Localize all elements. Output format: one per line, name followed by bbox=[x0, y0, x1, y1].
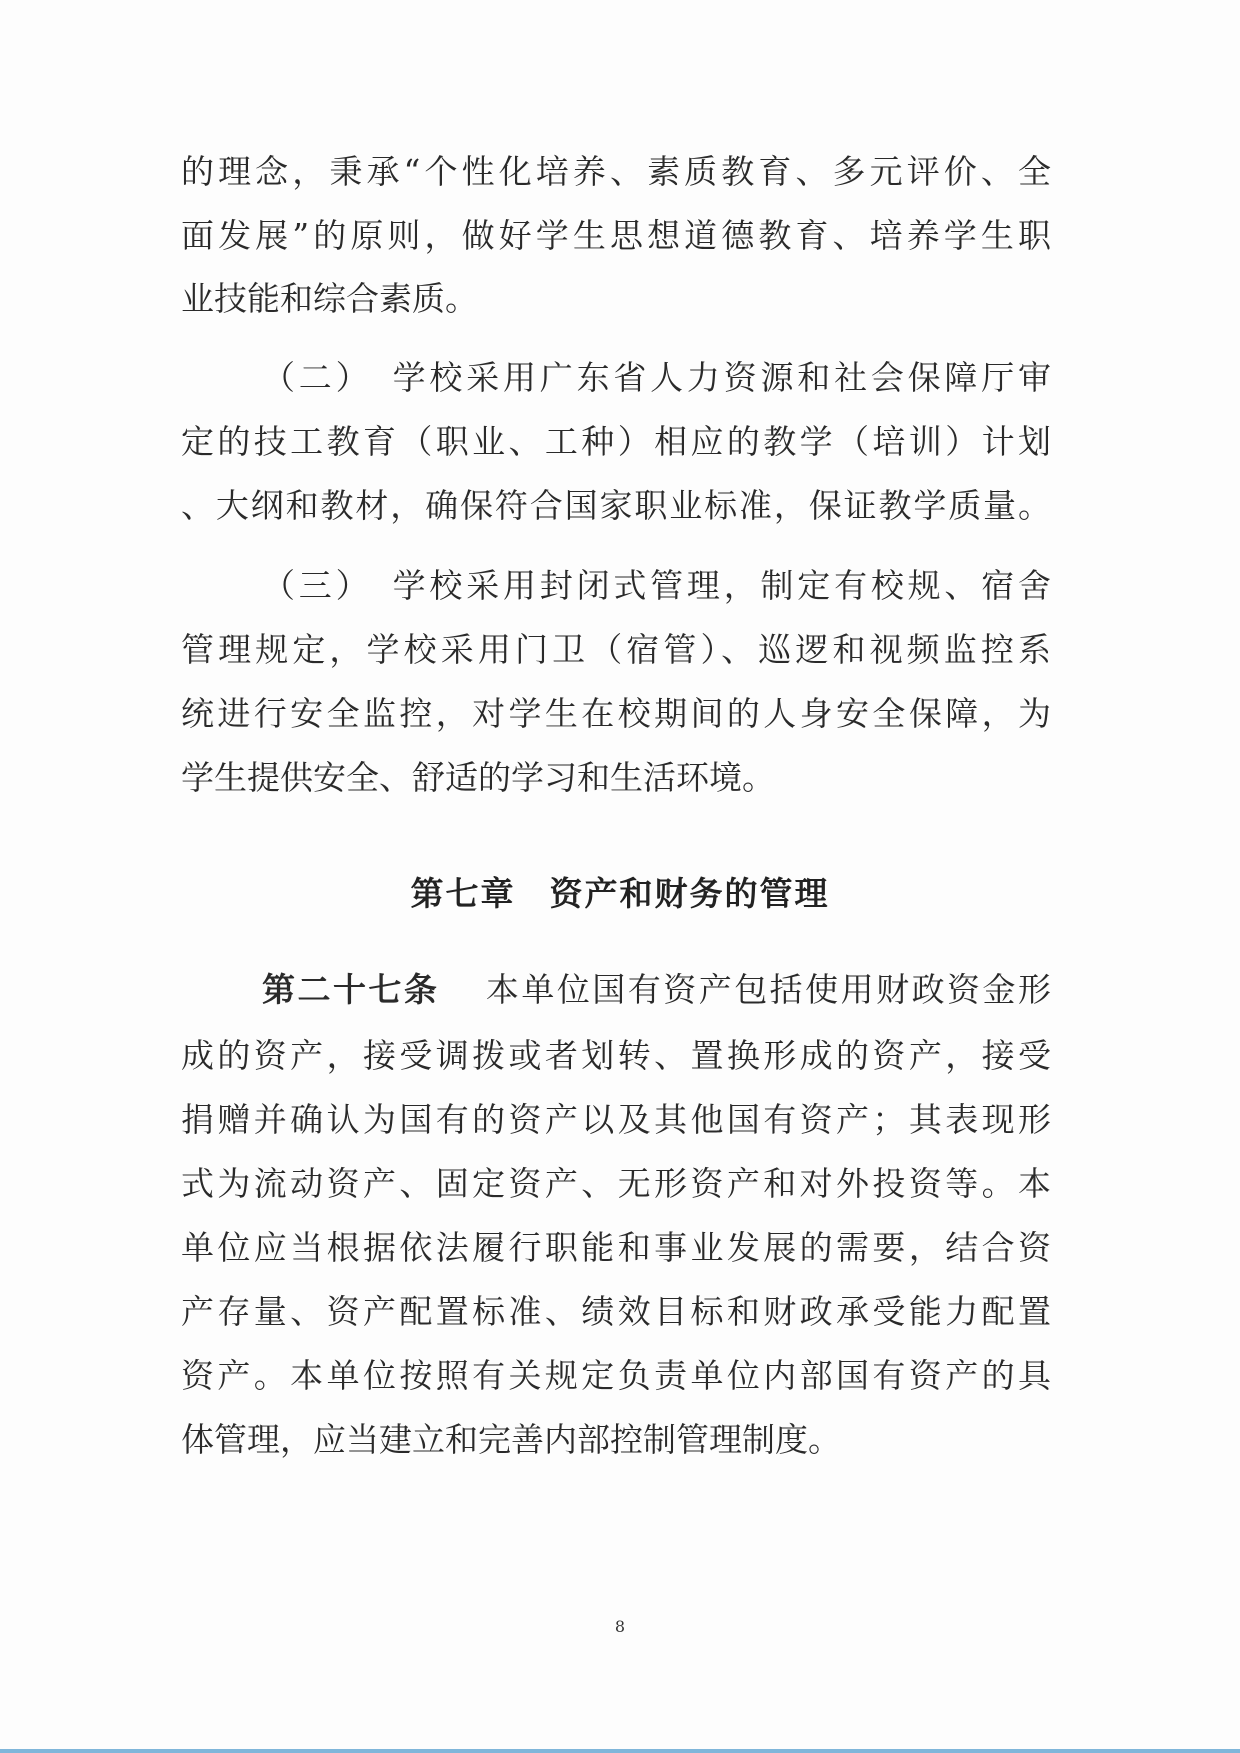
paragraph-line: 、大纲和教材，确保符合国家职业标准，保证教学质量。 bbox=[181, 486, 1051, 525]
article-line: 资产。本单位按照有关规定负责单位内部国有资产的具 bbox=[181, 1356, 1051, 1395]
paragraph-line: 管理规定，学校采用门卫（宿管）、巡逻和视频监控系 bbox=[181, 630, 1051, 669]
article-first-line bbox=[262, 970, 1051, 1010]
paragraph-line: 的理念，秉承“个性化培养、素质教育、多元评价、全 bbox=[181, 152, 1051, 191]
paragraph-line: 面发展”的原则，做好学生思想道德教育、培养学生职 bbox=[181, 216, 1051, 255]
article-line: 体管理，应当建立和完善内部控制管理制度。 bbox=[181, 1420, 841, 1459]
article-label: 第二十七条 bbox=[262, 970, 440, 1009]
article-line: 产存量、资产配置标准、绩效目标和财政承受能力配置 bbox=[181, 1292, 1051, 1331]
paragraph-line: 学生提供安全、舒适的学习和生活环境。 bbox=[181, 758, 775, 797]
article-line: 成的资产，接受调拨或者划转、置换形成的资产，接受 bbox=[181, 1036, 1051, 1075]
chapter-number: 第七章 bbox=[410, 874, 516, 913]
scan-edge-divider bbox=[0, 1749, 1240, 1753]
article-line: 式为流动资产、固定资产、无形资产和对外投资等。本 bbox=[181, 1164, 1051, 1203]
chapter-title: 资产和财务的管理 bbox=[549, 874, 830, 913]
paragraph-line: 定的技工教育（职业、工种）相应的教学（培训）计划 bbox=[181, 422, 1051, 461]
article-first-line-text: 本单位国有资产包括使用财政资金形 bbox=[483, 970, 1052, 1009]
article-line: 捐赠并确认为国有的资产以及其他国有资产；其表现形 bbox=[181, 1100, 1051, 1139]
paragraph-line: （二） 学校采用广东省人力资源和社会保障厅审 bbox=[262, 358, 1051, 397]
paragraph-line: （三） 学校采用封闭式管理，制定有校规、宿舍 bbox=[262, 566, 1051, 605]
paragraph-line: 业技能和综合素质。 bbox=[181, 279, 478, 318]
paragraph-line: 统进行安全监控，对学生在校期间的人身安全保障，为 bbox=[181, 694, 1051, 733]
chapter-heading bbox=[0, 874, 1240, 914]
page-number: 8 bbox=[614, 1617, 626, 1636]
article-line: 单位应当根据依法履行职能和事业发展的需要，结合资 bbox=[181, 1228, 1051, 1267]
